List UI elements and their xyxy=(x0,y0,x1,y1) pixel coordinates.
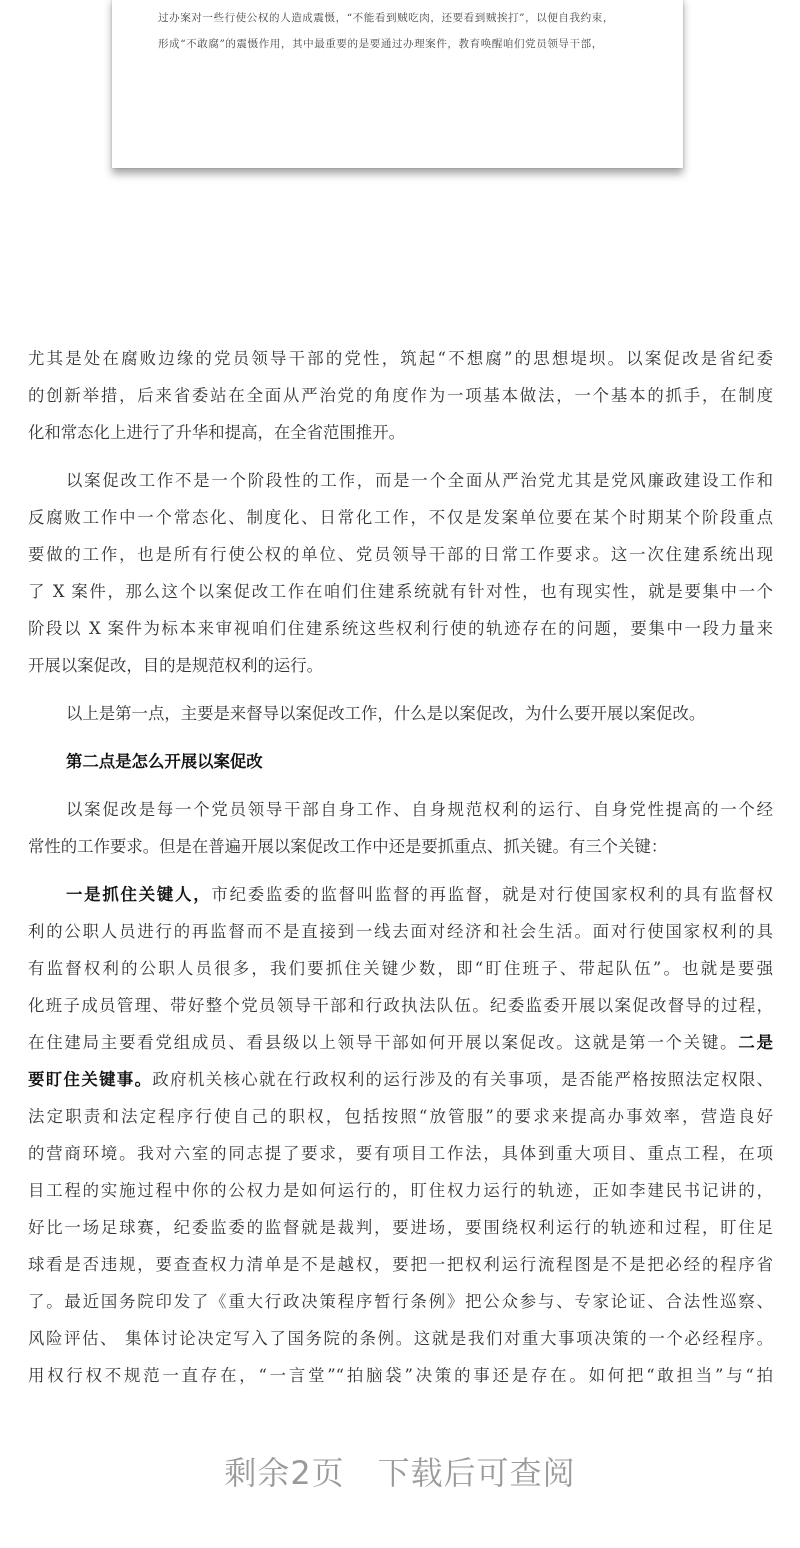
text-line xyxy=(28,505,773,542)
bold-text: 要盯住关键事。 xyxy=(28,1070,153,1089)
text-line xyxy=(28,1252,773,1289)
preview-line: 过办案对一些行使公权的人造成震慑，“不能看到贼吃肉，还要看到贼挨打”，以便自我约束， xyxy=(158,12,614,24)
text-run: 用权行权不规范一直存在，“一言堂”“拍脑袋”决策的事还是存在。如何把“敢担当”与“拍 xyxy=(28,1366,773,1385)
paragraph xyxy=(28,797,773,871)
text-line xyxy=(28,1326,773,1363)
text-run: 以上是第一点，主要是来督导以案促改工作，什么是以案促改，为什么要开展以案促改。 xyxy=(66,704,706,723)
text-line xyxy=(28,1289,773,1326)
text-line xyxy=(28,579,773,616)
text-run: 有监督权利的公职人员很多，我们要抓住关键少数，即“盯住班子、带起队伍”。也就是要强 xyxy=(28,959,773,978)
text-run: 常性的工作要求。但是在普遍开展以案促改工作中还是要抓重点、抓关键。有三个关键： xyxy=(28,837,668,856)
text-line xyxy=(28,420,773,457)
text-run: 法定职责和法定程序行使自己的职权，包括按照“放管服”的要求来提高办事效率，营造良好 xyxy=(28,1107,773,1126)
bold-text: 第二点是怎么开展以案促改 xyxy=(66,752,263,771)
text-run: 开展以案促改，目的是规范权利的运行。 xyxy=(28,656,324,675)
text-line xyxy=(28,653,773,690)
remaining-pages-notice[interactable]: 剩余2页 下载后可查阅 xyxy=(224,1454,576,1492)
text-line xyxy=(28,542,773,579)
text-run: 化班子成员管理、带好整个党员领导干部和行政执法队伍。纪委监委开展以案促改督导的过程， xyxy=(28,996,773,1015)
paragraph xyxy=(28,749,773,786)
text-line xyxy=(28,956,773,993)
paragraph xyxy=(28,882,773,1400)
text-run: 好比一场足球赛，纪委监委的监督就是裁判，要进场，要围绕权利运行的轨迹和过程，盯住足 xyxy=(28,1218,773,1237)
paragraph xyxy=(28,468,773,690)
text-run: 要做的工作，也是所有行使公权的单位、党员领导干部的日常工作要求。这一次住建系统出现 xyxy=(28,545,773,564)
text-line xyxy=(28,468,773,505)
text-line xyxy=(28,797,773,834)
text-run: 以案促改工作不是一个阶段性的工作，而是一个全面从严治党尤其是党风廉政建设工作和 xyxy=(66,471,773,490)
text-line xyxy=(28,919,773,956)
text-line xyxy=(28,1104,773,1141)
text-line xyxy=(28,616,773,653)
text-line xyxy=(28,1215,773,1252)
text-run: 球看是否违规，要查查权力清单是不是越权，要把一把权利运行流程图是不是把必经的程序省 xyxy=(28,1255,773,1274)
text-line xyxy=(28,882,773,919)
bold-text: 一是抓住关键人， xyxy=(66,885,212,904)
text-line xyxy=(28,1030,773,1067)
text-run: 尤其是处在腐败边缘的党员领导干部的党性，筑起“不想腐”的思想堤坝。以案促改是省纪委 xyxy=(28,349,773,368)
text-run: 了。最近国务院印发了《重大行政决策程序暂行条例》把公众参与、专家论证、合法性巡察、 xyxy=(28,1292,773,1311)
previous-page-preview xyxy=(112,0,683,168)
preview-line: 形成“不敢腐”的震慑作用，其中最重要的是要通过办理案件，教育唤醒咱们党员领导干部， xyxy=(158,38,603,50)
text-run: 了 X 案件，那么这个以案促改工作在咱们住建系统就有针对性，也有现实性，就是要集中一个 xyxy=(28,582,773,601)
text-line xyxy=(28,1363,773,1400)
bold-text: 二是 xyxy=(738,1033,774,1052)
text-line xyxy=(28,1067,773,1104)
paragraph xyxy=(28,346,773,457)
text-run: 政府机关核心就在行政权利的运行涉及的有关事项，是否能严格按照法定权限、 xyxy=(152,1070,774,1089)
text-run: 阶段以 X 案件为标本来审视咱们住建系统这些权利行使的轨迹存在的问题，要集中一段力量来 xyxy=(28,619,773,638)
text-line xyxy=(28,346,773,383)
paragraph xyxy=(28,701,773,738)
text-run: 风险评估、 集体讨论决定写入了国务院的条例。这就是我们对重大事项决策的一个必经程序。 xyxy=(28,1329,773,1348)
text-line xyxy=(28,993,773,1030)
text-run: 反腐败工作中一个常态化、制度化、日常化工作，不仅是发案单位要在某个时期某个阶段重点 xyxy=(28,508,773,527)
text-run: 目工程的实施过程中你的公权力是如何运行的，盯住权力运行的轨迹，正如李建民书记讲的， xyxy=(28,1181,773,1200)
text-line xyxy=(28,749,773,786)
text-run: 的创新举措，后来省委站在全面从严治党的角度作为一项基本做法，一个基本的抓手，在制度 xyxy=(28,386,773,405)
text-line xyxy=(28,1178,773,1215)
text-run: 化和常态化上进行了升华和提高，在全省范围推开。 xyxy=(28,423,405,442)
document-body xyxy=(28,346,773,1400)
text-line xyxy=(28,834,773,871)
text-run: 利的公职人员进行的再监督而不是直接到一线去面对经济和社会生活。面对行使国家权利的具 xyxy=(28,922,773,941)
text-line xyxy=(28,1141,773,1178)
text-run: 在住建局主要看党组成员、看县级以上领导干部如何开展以案促改。这就是第一个关键。 xyxy=(28,1033,739,1052)
text-line xyxy=(28,701,773,738)
text-line xyxy=(28,383,773,420)
text-run: 的营商环境。我对六室的同志提了要求，要有项目工作法，具体到重大项目、重点工程，在项 xyxy=(28,1144,773,1163)
text-run: 市纪委监委的监督叫监督的再监督，就是对行使国家权利的具有监督权 xyxy=(211,885,774,904)
text-run: 以案促改是每一个党员领导干部自身工作、自身规范权利的运行、自身党性提高的一个经 xyxy=(66,800,773,819)
